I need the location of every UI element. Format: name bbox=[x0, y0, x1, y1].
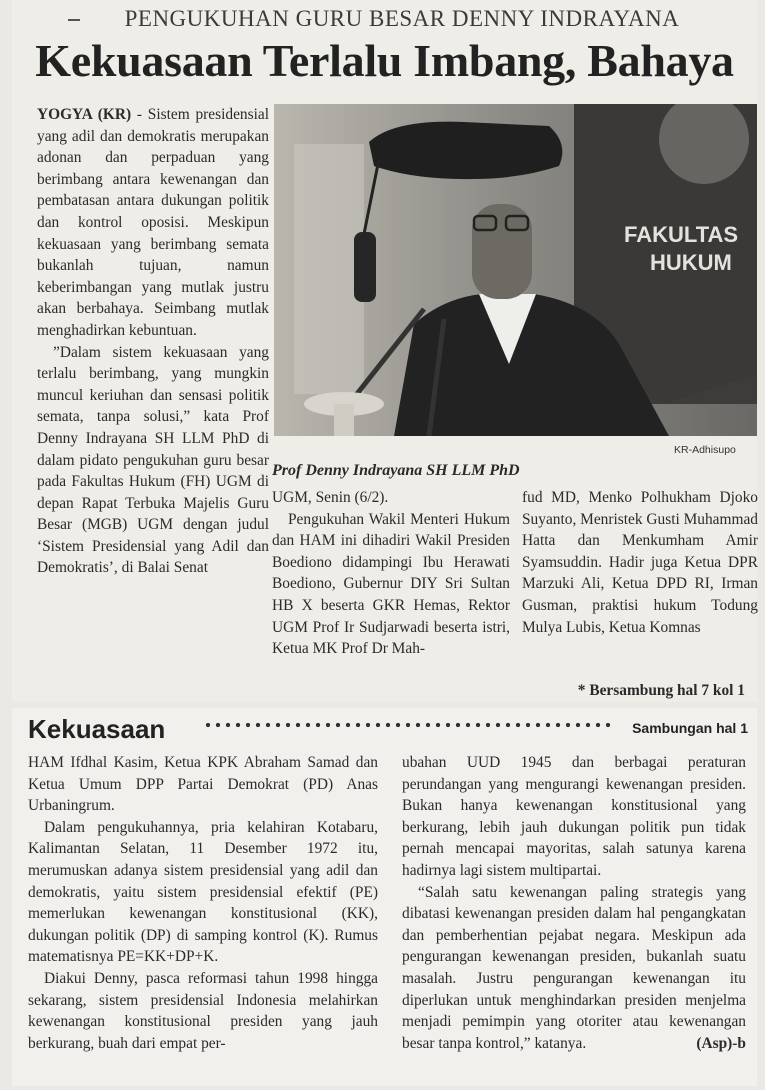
quote-paragraph: ”Dalam sistem kekuasaan yang terlalu berimbang, yang mungkin muncul keriuhan dan sensasi politik semata, tanpa solusi,” kata Prof Denny Indrayana SH LLM PhD di dalam pidato pengukuhan guru besar pada Fakultas Hukum (FH) UGM di depan Rapat Terbuka Majelis Guru Besar (MGB) UGM dengan judul ‘Sistem Presidensial yang Adil dan Demokratis’, di Balai Senat bbox=[37, 343, 269, 577]
continuation-column-2 bbox=[402, 752, 746, 1054]
article-kicker: PENGUKUHAN GURU BESAR DENNY INDRAYANA bbox=[124, 6, 680, 31]
closing-quote-text: “Salah satu kewenangan paling strategis yang dibatasi kewenangan presiden dalam hal pengangkatan dan pemberhentian pejabat negara. Meskipun ada pengurangan kewenangan presiden, bukanlah suatu masalah. Justru pengurangan kewenangan itu diperlukan untuk menghindarkan presiden menjelma menjadi pemimpin yang otoriter atau kewenangan besar tanpa kontrol,” katanya. bbox=[402, 883, 746, 1052]
article-column-3 bbox=[522, 487, 758, 638]
continuation-column-1 bbox=[28, 752, 378, 1054]
speaker-photo-illustration bbox=[274, 104, 757, 436]
lead-paragraph: - Sistem presidensial yang adil dan demokratis merupakan adonan dan perpaduan yang berimbang antara kewenangan dan pembatasan antara dukungan politik dan kontrol oposisi. Meskipun kekuasaan yang berimbang semata bukanlah tujuan, namun keberimbangan yang mutlak justru akan berbahaya. Seimbang mutlak menghadirkan kebuntuan. bbox=[37, 106, 269, 339]
column3-paragraph: fud MD, Menko Polhukham Djoko Suyanto, Menristek Gusti Muhammad Hatta dan Menkumham Amir Syamsuddin. Hadir juga Ketua DPR Marzuki Ali, Ketua DPD RI, Irman Gusman, praktisi hukum Todung Mulya Lubis, Ketua Komnas bbox=[522, 489, 758, 636]
column2-paragraph: Pengukuhan Wakil Menteri Hukum dan HAM ini dihadiri Wakil Presiden Boediono didampingi Ibu Herawati Boediono, Gubernur DIY Sri Sultan HB X beserta GKR Hemas, Rektor UGM Prof Ir Sudjarwadi beserta istri, Ketua MK Prof Dr Mah- bbox=[272, 510, 510, 658]
continuation-subtitle: Sambungan hal 1 bbox=[632, 720, 748, 736]
photo-caption: Prof Denny Indrayana SH LLM PhD bbox=[272, 462, 520, 479]
continuation-clipping bbox=[12, 708, 757, 1086]
continuation-header bbox=[28, 714, 748, 744]
main-article-clipping bbox=[12, 0, 757, 702]
continuation-paragraph-4: ubahan UUD 1945 dan berbagai peraturan perundangan yang mengurangi kewenangan presiden. Bukan hanya kewenangan konstitusional yang berkurang, lebih jauh dukungan politik pun tidak pernah mencapai mayoritas, salah satunya karena hadirnya lagi sistem multipartai. bbox=[402, 754, 746, 879]
article-headline: Kekuasaan Terlalu Imbang, Bahaya bbox=[35, 35, 734, 86]
banner-text-line2: HUKUM bbox=[650, 250, 732, 275]
kicker-rule bbox=[68, 19, 80, 21]
banner-text-line1: FAKULTAS bbox=[624, 222, 739, 247]
article-photo bbox=[274, 104, 757, 436]
dotted-leader bbox=[203, 722, 615, 728]
dateline: YOGYA (KR) bbox=[37, 106, 132, 123]
continuation-paragraph-5 bbox=[402, 882, 746, 1055]
article-column-1 bbox=[37, 104, 269, 579]
photo-credit: KR-Adhisupo bbox=[674, 444, 736, 456]
continuation-paragraph-1: HAM Ifdhal Kasim, Ketua KPK Abraham Samad dan Ketua Umum DPP Partai Demokrat (PD) Anas Urbaningrum. bbox=[28, 754, 378, 815]
continuation-paragraph-3: Diakui Denny, pasca reformasi tahun 1998 hingga sekarang, sistem presidensial Indonesia melahirkan kewenangan konstitusional presiden yang jauh berkurang, buah dari empat per- bbox=[28, 969, 378, 1052]
continued-note: * Bersambung hal 7 kol 1 bbox=[577, 682, 745, 699]
continuation-paragraph-2: Dalam pengukuhannya, pria kelahiran Kotabaru, Kalimantan Selatan, 11 Desember 1972 itu, merumuskan adanya sistem presidensial yang adil dan demokratis, yaitu sistem presidensial efektif (PE) memerlukan kewenangan konstitusional (KK), dukungan politik (DP) di samping kontrol (K). Rumus matematisnya PE=KK+DP+K. bbox=[28, 818, 378, 966]
continuation-title: Kekuasaan bbox=[28, 714, 166, 744]
author-signoff: (Asp)-b bbox=[696, 1034, 746, 1052]
column2-first-line: UGM, Senin (6/2). bbox=[272, 489, 389, 506]
article-column-2 bbox=[272, 487, 510, 660]
